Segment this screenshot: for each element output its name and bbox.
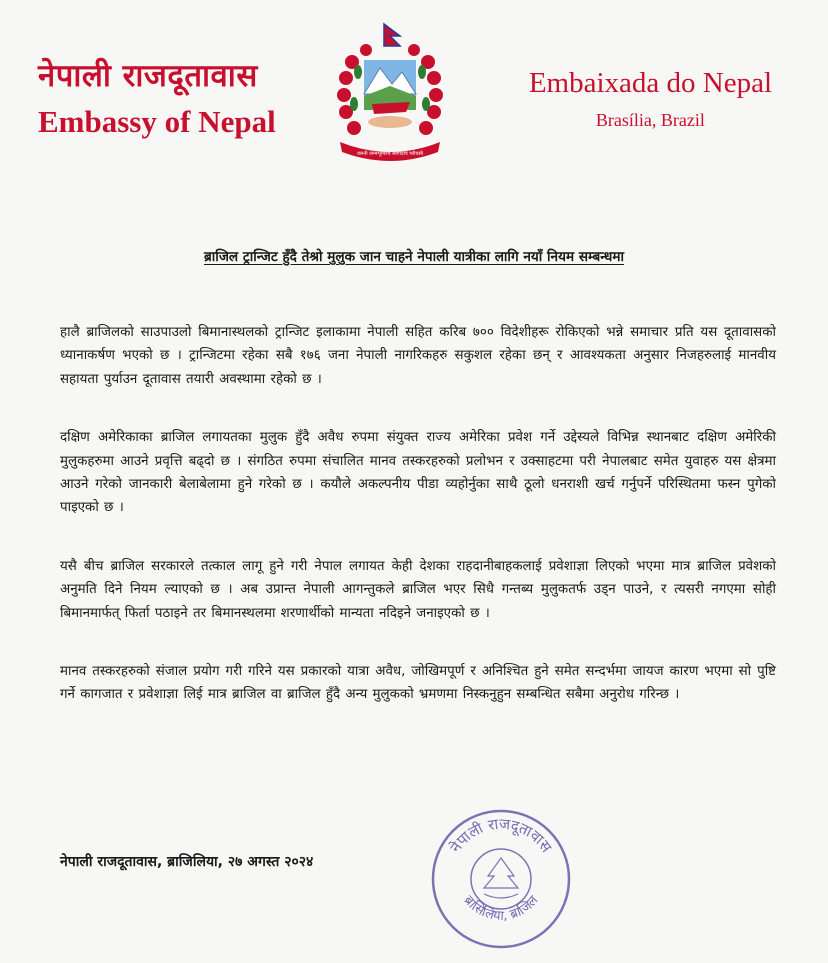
letterhead-left — [38, 56, 276, 142]
stamp-bottom-text: ब्रासिलिया, ब्राजिल — [460, 893, 542, 924]
embassy-city: Brasília, Brazil — [595, 110, 705, 130]
stamp-top-text: नेपाली राजदूतावास — [446, 814, 556, 856]
nepal-emblem-icon — [330, 22, 450, 167]
emblem-motto: जननी जन्मभूमिश्च स्वर्गादपि गरीयसी — [356, 151, 424, 157]
embassy-name-nepali: नेपाली राजदूतावास — [38, 58, 258, 94]
paragraph-4: मानव तस्करहरुको संजाल प्रयोग गरी गरिने यस प्रकारको यात्रा अवैध, जोखिमपूर्ण र अनिश्चित हुने समेत सन्दर्भमा जायज कारण भएमा सो पुष्टि गर्ने कागजात र प्रवेशाज्ञा लिई मात्र ब्राजिल वा ब्राजिल हुँदै अन्य मुलुकको भ्रमणमा निस्कनुहुन सम्बन्धित सबैमा अनुरोध गरिन्छ । — [60, 664, 776, 703]
letter-body — [60, 321, 776, 742]
signature-line: नेपाली राजदूतावास, ब्राजिलिया, २७ अगस्त २०२४ — [60, 854, 314, 870]
paragraph-1: हालै ब्राजिलको साउपाउलो बिमानास्थलको ट्रान्जिट इलाकामा नेपाली सहित करिब ७०० विदेशीहरू रोकिएको भन्ने समाचार प्रति यस दूतावासको ध्यानाकर्षण भएको छ । ट्रान्जिटमा रहेका सबै १७६ जना नेपाली नागरिकहरु सकुशल रहेका छन् र आवश्यकता अनुसार निजहरुलाई मानवीय सहायता पुर्याउन दूतावास तयारी अवस्थामा रहेको छ । — [60, 325, 776, 387]
embassy-name-english: Embassy of Nepal — [38, 104, 276, 139]
letterhead-right — [529, 66, 772, 131]
letter-subject: ब्राजिल ट्रान्जिट हुँदै तेश्रो मुलुक जान चाहने नेपाली यात्रीका लागि नयाँ नियम सम्बन्धमा — [204, 249, 624, 265]
embassy-name-portuguese: Embaixada do Nepal — [528, 67, 772, 99]
paragraph-3: यसै बीच ब्राजिल सरकारले तत्काल लागू हुने गरी नेपाल लगायत केही देशका राहदानीबाहकलाई प्रवेशाज्ञा लिएको भएमा मात्र ब्राजिल प्रवेशको अनुमति दिने नियम ल्याएको छ । अब उप्रान्त नेपाली आगन्तुकले ब्राजिल भएर सिधै गन्तब्य मुलुकतर्फ उड्न पाउने, र त्यसरी नगएमा सोही बिमानमार्फत् फिर्ता पठाइने तर बिमानस्थलमा शरणार्थीको मान्यता नदिइने जनाइएको छ । — [60, 558, 776, 621]
embassy-stamp-icon — [428, 806, 574, 952]
paragraph-2: दक्षिण अमेरिकाका ब्राजिल लगायतका मुलुक हुँदै अवैध रुपमा संयुक्त राज्य अमेरिका प्रवेश गर्ने उद्देस्यले विभिन्न स्थानबाट दक्षिण अमेरिकी मुलुकहरुमा आउने प्रवृत्ति बढ्दो छ । संगठित रुपमा संचालित मानव तस्करहरुको प्रलोभन र उक्साहटमा परी नेपालबाट समेत युवाहरु यस क्षेत्रमा आउने गरेको जानकारी बेलाबेलामा हुने गरेको छ । कयौले अकल्पनीय पीडा व्यहोर्नुका साथै ठूलो धनराशी खर्च गर्नुपर्ने परिस्थितमा फस्न पुगेको पाइएको छ । — [60, 430, 776, 516]
svg-text:नेपाली राजदूतावास — [446, 815, 556, 857]
